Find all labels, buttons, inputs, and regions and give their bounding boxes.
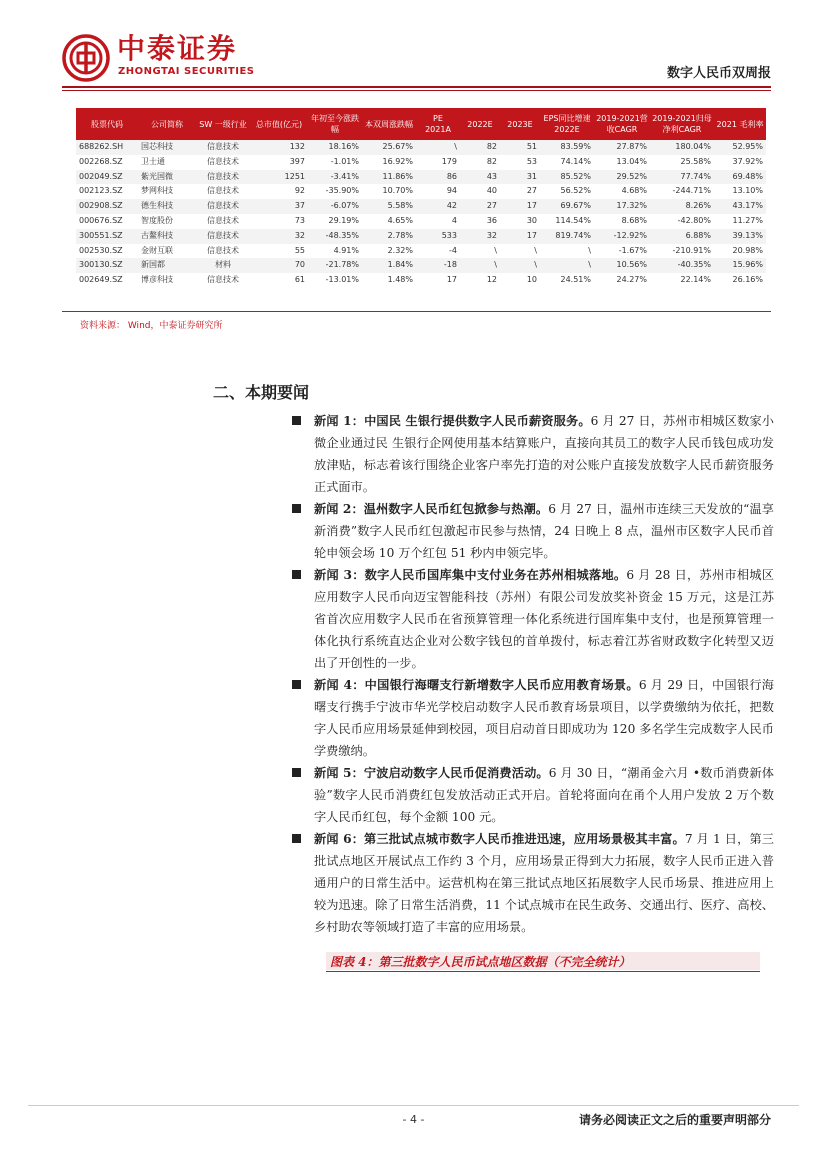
table-cell: \ [540, 258, 594, 273]
table-cell: 11.86% [362, 170, 416, 185]
table-cell: \ [416, 140, 460, 155]
page-number: - 4 - [402, 1113, 425, 1126]
brand-name-en: ZHONGTAI SECURITIES [118, 66, 255, 77]
th-biweekly: 本双周涨跌幅 [362, 108, 416, 140]
table-row [76, 273, 766, 288]
table-row [76, 199, 766, 214]
table-cell: 国芯科技 [138, 140, 196, 155]
table-cell: 4.68% [621, 186, 647, 196]
table-cell: 梦网科技 [141, 186, 173, 196]
table-cell: 002268.SZ [79, 156, 123, 166]
table-cell: 信息技术 [196, 140, 250, 155]
news-item [290, 674, 774, 762]
th-pe-2021a: PE 2021A [416, 108, 460, 140]
table-cell: 4.91% [333, 245, 359, 255]
news-title: 新闻 5：宁波启动数字人民币促消费活动。 [314, 766, 549, 780]
table-cell: 材料 [196, 258, 250, 273]
th-name: 公司简称 [138, 108, 196, 140]
table-cell: 12 [486, 275, 497, 285]
table-cell: 10 [526, 275, 537, 285]
table-cell: 397 [289, 156, 305, 166]
table-header-row [76, 108, 766, 140]
news-text [314, 410, 774, 498]
table-cell: 24.51% [560, 275, 591, 285]
table-cell: -21.78% [308, 258, 362, 273]
table-cell: -35.90% [325, 186, 359, 196]
table-cell: -1.01% [330, 156, 359, 166]
table-cell: 40 [486, 186, 497, 196]
table-cell: 4.65% [387, 215, 413, 225]
table-cell: 10.56% [594, 258, 650, 273]
th-eps-growth: EPS同比增速 2022E [540, 108, 594, 140]
table-cell: 69.67% [540, 199, 594, 214]
table-cell: -210.91% [672, 245, 711, 255]
table-cell: 002123.SZ [79, 186, 123, 196]
table-cell: 002530.SZ [79, 245, 123, 255]
table-cell: 51 [500, 140, 540, 155]
table-cell: 8.68% [621, 215, 647, 225]
th-revenue-cagr: 2019-2021营收CAGR [594, 108, 650, 140]
table-cell: 25.67% [362, 140, 416, 155]
table-cell: 信息技术 [196, 199, 250, 214]
table-cell: 16.92% [382, 156, 413, 166]
brand-name-cn: 中泰证券 [117, 32, 238, 65]
th-gross-margin: 2021 毛利率 [714, 108, 766, 140]
table-cell: 56.52% [560, 186, 591, 196]
table-cell: 17 [500, 199, 540, 214]
table-cell: 132 [250, 140, 308, 155]
news-item [290, 564, 774, 674]
table-cell: 82 [486, 156, 497, 166]
table-cell: -48.35% [308, 229, 362, 244]
table-cell: 37.92% [732, 156, 763, 166]
table-cell: 180.04% [650, 140, 714, 155]
table-cell: 1.48% [387, 275, 413, 285]
table-cell: -12.92% [594, 229, 650, 244]
section-title: 二、本期要闻 [213, 383, 310, 402]
report-title: 数字人民币双周报 [666, 66, 771, 81]
table-cell: \ [460, 258, 500, 273]
figure-caption-underline [326, 971, 760, 972]
table-cell: 金财互联 [141, 245, 173, 255]
table-cell: 18.16% [308, 140, 362, 155]
table-body [76, 140, 766, 288]
table-cell: 86 [416, 170, 460, 185]
table-cell: 26.16% [732, 275, 763, 285]
table-cell: 17 [446, 275, 457, 285]
table-cell: 43 [460, 170, 500, 185]
news-item [290, 828, 774, 938]
table-cell: 13.04% [616, 156, 647, 166]
table-row [76, 214, 766, 229]
news-title: 新闻 1：中国民 生银行提供数字人民币薪资服务。 [314, 414, 591, 428]
th-pe-2022e: 2022E [460, 108, 500, 140]
th-pe-2023e: 2023E [500, 108, 540, 140]
table-cell: 卫士通 [141, 156, 165, 166]
table-cell: 德生科技 [138, 199, 196, 214]
table-cell: -13.01% [325, 275, 359, 285]
table-cell: 77.74% [650, 170, 714, 185]
th-code: 股票代码 [76, 108, 138, 140]
table-cell: 信息技术 [207, 156, 239, 166]
table-cell: 52.95% [714, 140, 766, 155]
news-text [314, 828, 774, 938]
table-cell: 信息技术 [196, 229, 250, 244]
table-cell: 36 [486, 215, 497, 225]
table-cell: 8.26% [650, 199, 714, 214]
table-cell: -42.80% [677, 215, 711, 225]
stock-table [76, 108, 766, 288]
table-cell: 5.58% [362, 199, 416, 214]
footer-disclaimer: 请务必阅读正文之后的重要声明部分 [578, 1113, 771, 1127]
table-cell: 古鳌科技 [138, 229, 196, 244]
table-cell: 4 [451, 215, 457, 225]
table-cell: 13.10% [732, 186, 763, 196]
news-item [290, 410, 774, 498]
table-cell: 74.14% [560, 156, 591, 166]
square-bullet-icon [292, 416, 301, 425]
table-cell: 信息技术 [207, 215, 239, 225]
square-bullet-icon [292, 570, 301, 579]
news-text [314, 498, 774, 564]
table-cell: 11.27% [732, 215, 763, 225]
table-cell: -6.07% [308, 199, 362, 214]
table-cell: 1251 [250, 170, 308, 185]
table-cell: \ [500, 258, 540, 273]
news-title: 新闻 4：中国银行海曙支行新增数字人民币应用教育场景。 [314, 678, 639, 692]
table-cell: 2.32% [387, 245, 413, 255]
source-divider [62, 311, 771, 312]
th-ytd: 年初至今涨跌幅 [308, 108, 362, 140]
table-cell: 智度股份 [141, 215, 173, 225]
th-pe-label: PE [433, 114, 443, 123]
figure-caption-box [326, 952, 760, 970]
table-row [76, 155, 766, 170]
table-cell: 17.32% [594, 199, 650, 214]
table-cell: 43.17% [714, 199, 766, 214]
th-profit-cagr: 2019-2021归母净利CAGR [650, 108, 714, 140]
table-cell: 42 [416, 199, 460, 214]
news-body: 6 月 29 日，中国银行海曙支行携手宁波市华光学校启动数字人民币教育场景项目，以学费缴纳为依托，把数字人民币应用场景延伸到校园，项目启动首日即成功为 120 多名学生完成数字人民币学费缴纳。 [314, 678, 774, 758]
table-row [76, 229, 766, 244]
header-divider-thin [62, 90, 771, 91]
table-cell: 94 [446, 186, 457, 196]
table-cell: -40.35% [650, 258, 714, 273]
table-cell: 32 [250, 229, 308, 244]
table-row [76, 258, 766, 273]
table-cell: 信息技术 [207, 186, 239, 196]
table-cell: 29.19% [328, 215, 359, 225]
news-body: 6 月 27 日，苏州市相城区数家小微企业通过民 生银行企网使用基本结算账户，直接向其员工的数字人民币钱包成功发放津贴，标志着该行围绕企业客户率先打造的对公账户直接发放数字人民币薪资服务正式面市。 [314, 414, 774, 494]
table-cell: 000676.SZ [79, 215, 123, 225]
table-cell: 69.48% [714, 170, 766, 185]
zhongtai-logo-icon [62, 34, 110, 82]
table-cell: 39.13% [714, 229, 766, 244]
table-cell: \ [588, 245, 591, 255]
table-cell: 37 [250, 199, 308, 214]
stock-table-container [76, 108, 766, 288]
table-cell: 6.88% [650, 229, 714, 244]
table-cell: \ [534, 245, 537, 255]
table-cell: 信息技术 [207, 275, 239, 285]
table-cell: -18 [416, 258, 460, 273]
table-cell: 信息技术 [207, 245, 239, 255]
table-cell: 179 [441, 156, 457, 166]
table-cell: 002908.SZ [76, 199, 138, 214]
table-cell: -1.67% [618, 245, 647, 255]
table-cell: 55 [294, 245, 305, 255]
news-body: 6 月 28 日，苏州市相城区应用数字人民币向迈宝智能科技（苏州）有限公司发放奖补资金 15 万元，这是江苏省首次应用数字人民币在省预算管理一体化系统进行国库集中支付，也是预算管理一体化执行系统直达企业对公数字钱包的首单拨付，标志着江苏省财政数字化转型又迈出了开创性的一步。 [314, 568, 774, 670]
table-cell: 信息技术 [196, 170, 250, 185]
table-cell: 300551.SZ [76, 229, 138, 244]
table-cell: 32 [460, 229, 500, 244]
table-cell: 85.52% [540, 170, 594, 185]
table-cell: 22.14% [680, 275, 711, 285]
table-row [76, 244, 766, 259]
table-cell: 533 [416, 229, 460, 244]
square-bullet-icon [292, 768, 301, 777]
news-item [290, 498, 774, 564]
news-body: 6 月 30 日，“潮甬金六月 •数币消费新体验”数字人民币消费红包发放活动正式开启。首轮将面向在甬个人用户发放 2 万个数字人民币红包，每个金额 100 元。 [314, 766, 774, 824]
table-cell: 20.98% [732, 245, 763, 255]
table-cell: 31 [500, 170, 540, 185]
table-cell: 83.59% [540, 140, 594, 155]
table-cell: 819.74% [540, 229, 594, 244]
table-cell: 17 [500, 229, 540, 244]
figure-caption: 图表 4：第三批数字人民币试点地区数据（不完全统计） [330, 955, 631, 969]
square-bullet-icon [292, 834, 301, 843]
table-cell: 1.84% [362, 258, 416, 273]
table-cell: 688262.SH [76, 140, 138, 155]
table-cell: 10.70% [382, 186, 413, 196]
table-cell: 002649.SZ [79, 275, 123, 285]
news-item [290, 762, 774, 828]
news-title: 新闻 3：数字人民币国库集中支付业务在苏州相城落地。 [314, 568, 627, 582]
news-list [290, 410, 774, 938]
table-cell: 53 [526, 156, 537, 166]
th-market-cap: 总市值(亿元) [250, 108, 308, 140]
table-cell: 30 [526, 215, 537, 225]
news-title: 新闻 6：第三批试点城市数字人民币推进迅速，应用场景极其丰富。 [314, 832, 685, 846]
table-cell: \ [494, 245, 497, 255]
table-cell: 27 [526, 186, 537, 196]
table-cell: 92 [294, 186, 305, 196]
table-cell: 002049.SZ [76, 170, 138, 185]
table-cell: 29.52% [594, 170, 650, 185]
table-cell: 70 [250, 258, 308, 273]
table-row [76, 140, 766, 155]
square-bullet-icon [292, 504, 301, 513]
footer-divider [28, 1105, 799, 1106]
table-cell: 紫光国微 [138, 170, 196, 185]
header-divider [62, 86, 771, 88]
table-row [76, 184, 766, 199]
table-cell: 27 [460, 199, 500, 214]
table-cell: 61 [294, 275, 305, 285]
square-bullet-icon [292, 680, 301, 689]
table-cell: 24.27% [616, 275, 647, 285]
news-body: 7 月 1 日，第三批试点地区开展试点工作约 3 个月，应用场景正得到大力拓展，数字人民币正进入普通用户的日常生活中。运营机构在第三批试点地区拓展数字人民币场景、推进应用上较为迅速。除了日常生活消费，11 个试点城市在民生政务、交通出行、医疗、高校、乡村助农等领域打造了丰富的应用场景。 [314, 832, 774, 934]
table-cell: -244.71% [672, 186, 711, 196]
table-cell: 114.54% [555, 215, 591, 225]
table-row [76, 170, 766, 185]
table-cell: 博彦科技 [141, 275, 173, 285]
table-cell: -4 [449, 245, 457, 255]
table-cell: 73 [294, 215, 305, 225]
news-body: 6 月 27 日，温州市连续三天发放的“温享新消费”数字人民币红包激起市民参与热情，24 日晚上 8 点，温州市区数字人民币首轮申领会场 10 万个红包 51 秒内申领完毕。 [314, 502, 774, 560]
news-text [314, 564, 774, 674]
news-text [314, 674, 774, 762]
th-industry: SW 一级行业 [196, 108, 250, 140]
news-text [314, 762, 774, 828]
table-cell: 25.58% [680, 156, 711, 166]
table-cell: 27.87% [594, 140, 650, 155]
table-cell: 300130.SZ [76, 258, 138, 273]
table-cell: 82 [460, 140, 500, 155]
table-cell: 15.96% [714, 258, 766, 273]
news-title: 新闻 2：温州数字人民币红包掀参与热潮。 [314, 502, 549, 516]
table-cell: 2.78% [362, 229, 416, 244]
data-source-note: 资料来源： Wind，中泰证券研究所 [80, 321, 223, 331]
table-cell: 新国都 [138, 258, 196, 273]
table-cell: -3.41% [308, 170, 362, 185]
